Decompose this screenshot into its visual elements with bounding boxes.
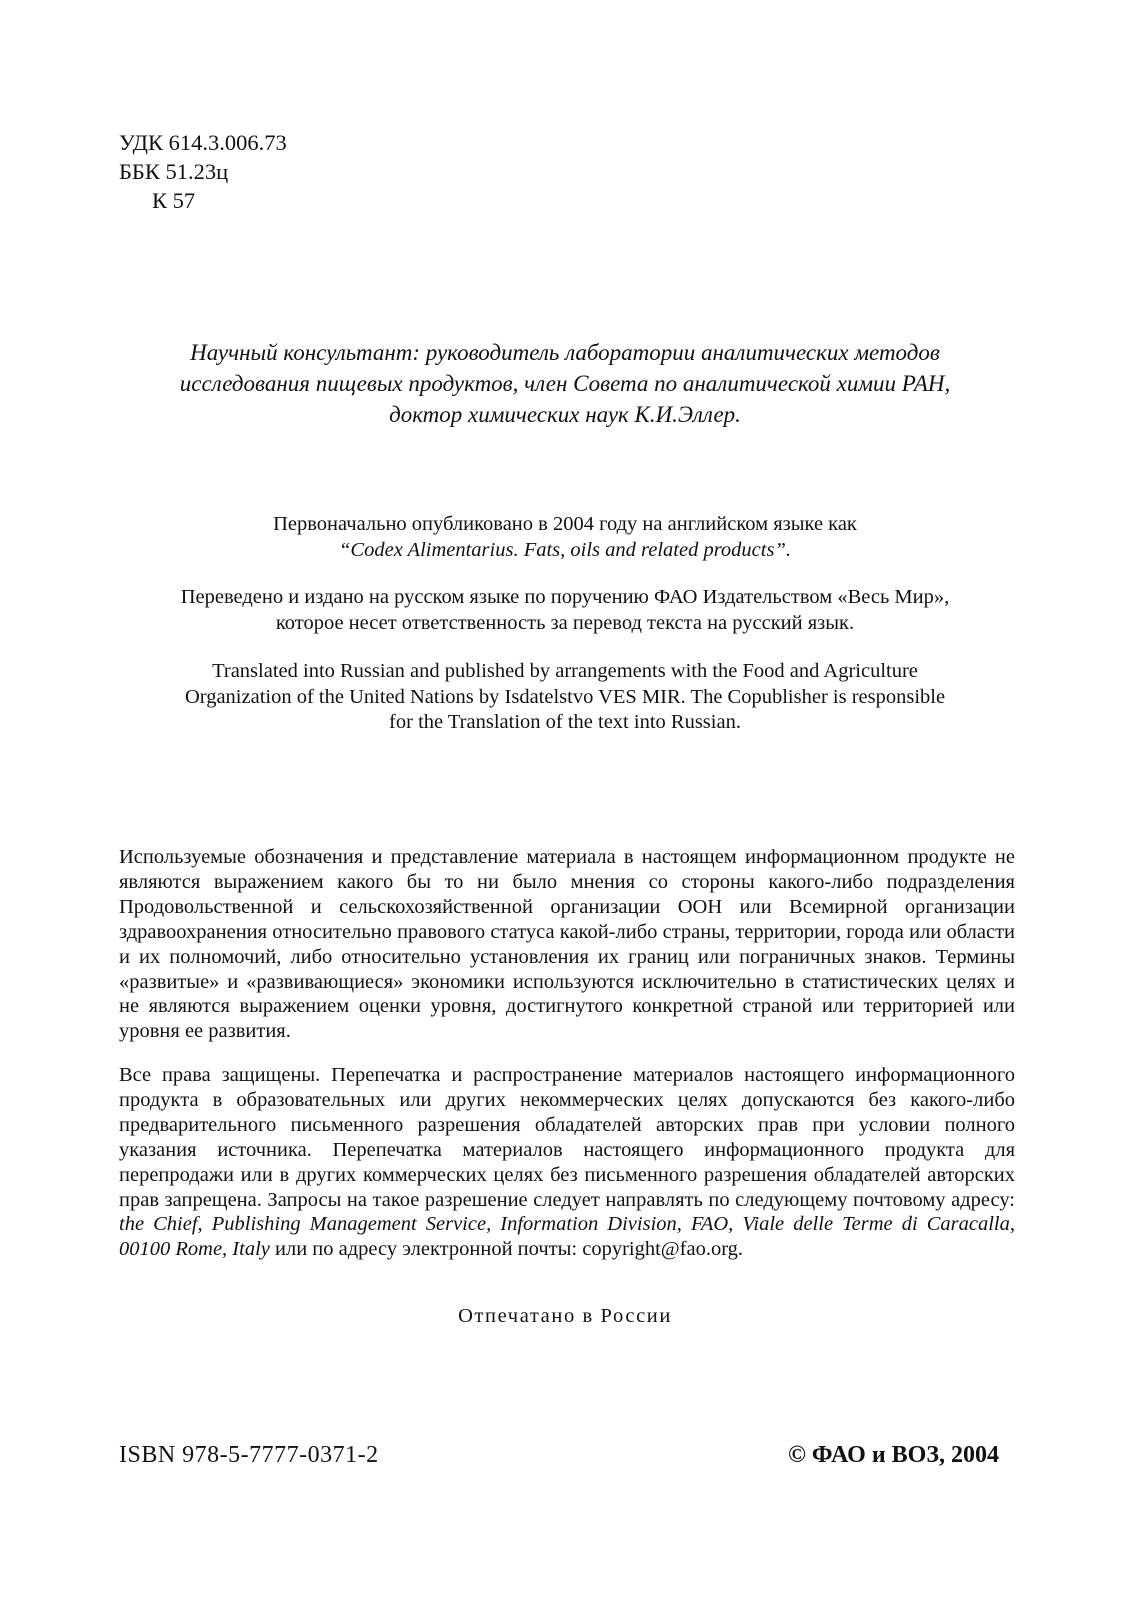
consultant-line-1: Научный консультант: руководитель лаборатории аналитических методов: [190, 340, 940, 365]
original-publication-note: [120, 512, 1010, 563]
rights-email-text: или по адресу электронной почты: copyright@fao.org.: [269, 1238, 744, 1261]
scientific-consultant: [120, 337, 1010, 430]
translation-en-line-1: Translated into Russian and published by arrangements with the Food and Agriculture: [212, 660, 918, 682]
udk-code: УДК 614.3.006.73: [119, 130, 287, 155]
rights-postal-address: the Chief, Publishing Management Service, Information Division, FAO, Viale delle Terme di Caracalla, 00100 Rome, Italy: [119, 1213, 1015, 1261]
copyright-notice: © ФАО и ВОЗ, 2004: [787, 1442, 999, 1468]
disclaimer-paragraph: Используемые обозначения и представление материала в настоящем информационном продукте не являются выражением какого бы то ни было мнения со стороны какого-либо подразделения Продовольственной и сельскохозяйственной организации ООН или Всемирной организации здравоохранения относительно правового статуса какой-либо страны, территории, города или области и их полномочий, либо относительно установления их границ или пограничных знаков. Термины «развитые» и «развивающиеся» экономики используются исключительно в статистических целях и не являются выражением оценки уровня, достигнутого конкретной страной или территорией или уровня ее развития.: [119, 846, 1015, 1043]
translation-ru-line-2: которое несет ответственность за перевод текста на русский язык.: [275, 611, 855, 634]
translation-en-line-2: Organization of the United Nations by Isdatelstvo VES MIR. The Copublisher is responsible: [184, 685, 946, 708]
consultant-line-2: исследования пищевых продуктов, член Совета по аналитической химии РАН,: [179, 371, 951, 396]
author-mark: К 57: [152, 188, 196, 213]
original-line-1: Первоначально опубликовано в 2004 году на английском языке как: [273, 513, 857, 535]
translation-note-russian: [120, 585, 1010, 636]
rights-text: Все права защищены. Перепечатка и распространение материалов настоящего информационного продукта в образовательных или других некоммерческих целях допускаются без какого-либо предварительного письменного разрешения обладателей авторских прав при условии полного указания источника. Перепечатка материалов настоящего информационного продукта для перепродажи или в других коммерческих целях без письменного разрешения обладателей авторских прав запрещена. Запросы на такое разрешение следует направлять по следующему почтовому адресу:: [119, 1064, 1015, 1211]
consultant-line-3: доктор химических наук К.И.Эллер.: [389, 402, 741, 427]
bbk-code: ББК 51.23ц: [119, 159, 229, 184]
printed-in: Отпечатано в России: [458, 1305, 672, 1327]
rights-paragraph: [119, 1063, 1015, 1262]
classification-codes: [119, 128, 287, 215]
translation-ru-line-1: Переведено и издано на русском языке по поручению ФАО Издательством «Весь Мир»,: [180, 586, 950, 608]
translation-note-english: [120, 659, 1010, 736]
original-title: “Codex Alimentarius. Fats, oils and related products”.: [339, 538, 791, 561]
translation-en-line-3: for the Translation of the text into Russian.: [389, 711, 741, 733]
isbn: ISBN 978-5-7777-0371-2: [119, 1442, 379, 1468]
